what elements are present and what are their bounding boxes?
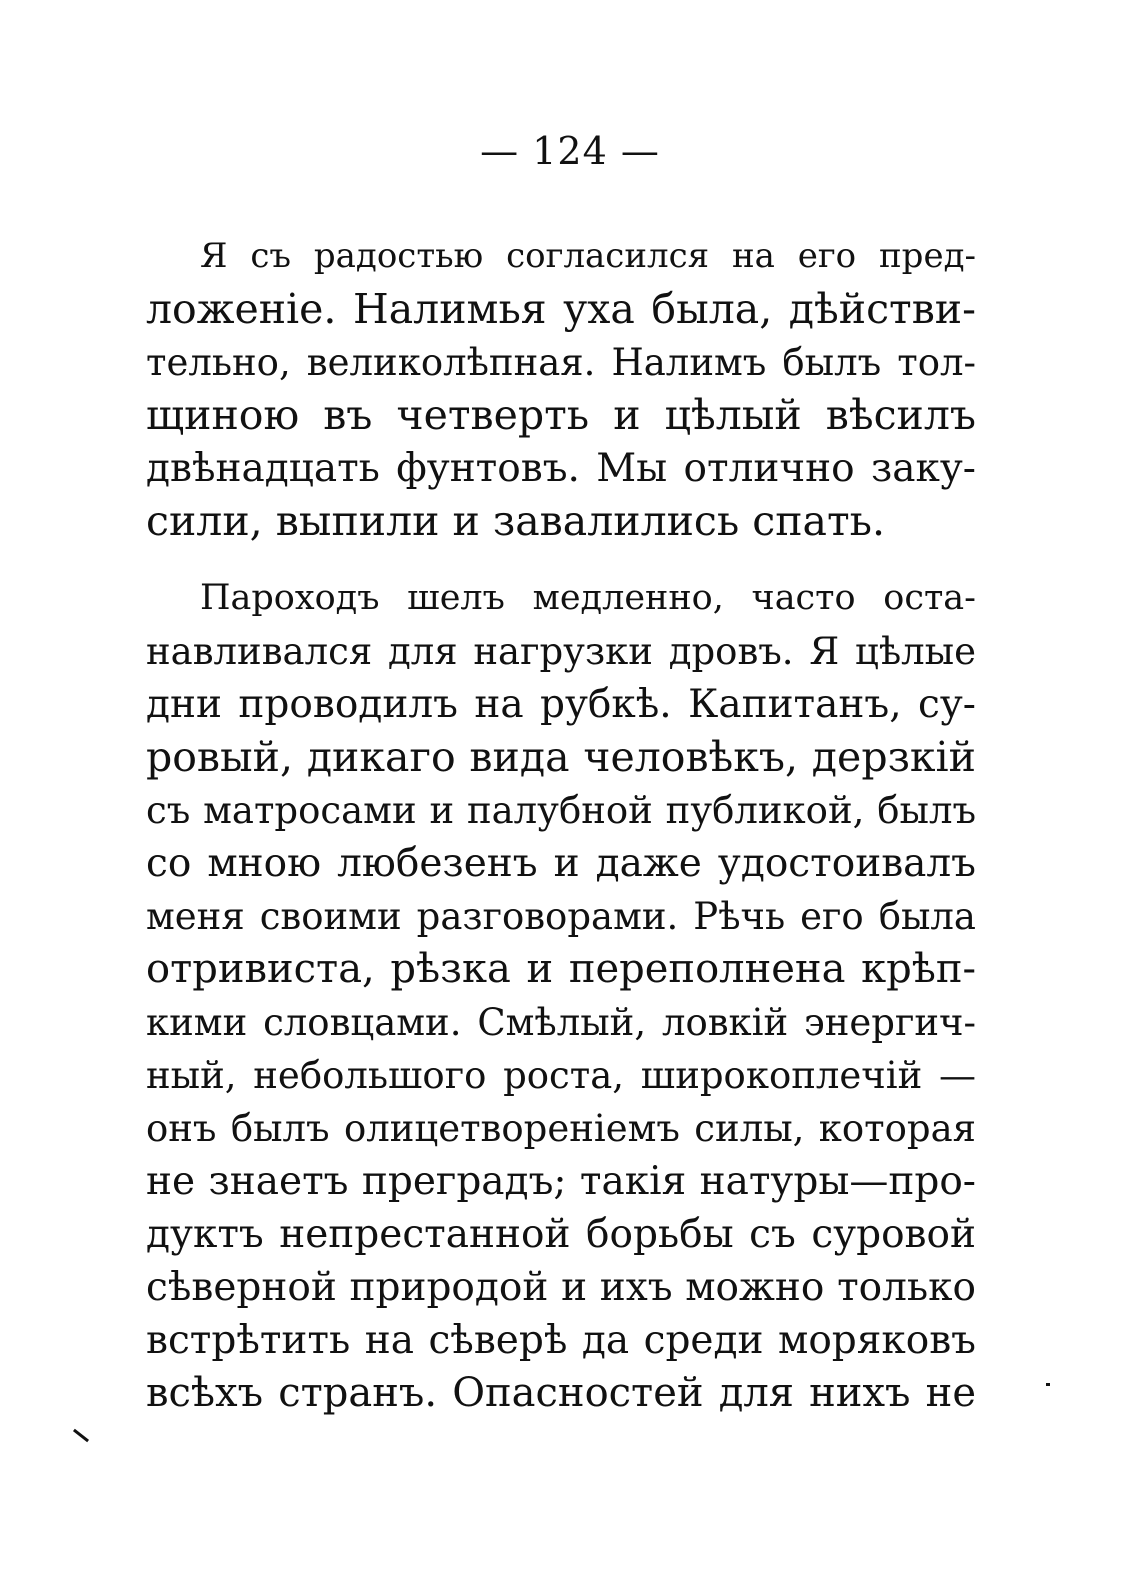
text-line: встрѣтить на сѣверѣ да среди моряковъ	[146, 1318, 976, 1363]
text-line: ный, небольшого роста, широкоплечій —	[146, 1054, 976, 1097]
text-line: ложеніе. Налимья уха была, дѣйстви-	[146, 285, 976, 333]
text-line: ровый, дикаго вида человѣкъ, дерзкій	[146, 733, 976, 781]
text-line: тельно, великолѣпная. Налимъ былъ тол-	[146, 341, 976, 384]
text-line: не знаетъ преградъ; такія натуры—про-	[146, 1159, 976, 1204]
text-line: отривиста, рѣзка и переполнена крѣп-	[146, 946, 976, 992]
text-line: Я съ радостью согласился на его пред-	[200, 236, 976, 276]
body-text	[146, 230, 976, 1420]
paragraph-2	[146, 572, 976, 1420]
text-line: двѣнадцать фунтовъ. Мы отлично заку-	[146, 446, 976, 491]
text-line: щиною въ четверть и цѣлый вѣсилъ	[146, 391, 976, 439]
text-line: кими словцами. Смѣлый, ловкій энергич-	[146, 1001, 976, 1044]
text-line: онъ былъ олицетвореніемъ силы, которая	[146, 1107, 976, 1150]
paragraph-gap	[146, 548, 976, 572]
scan-speck	[73, 1429, 89, 1442]
text-line: со мною любезенъ и даже удостоивалъ	[146, 841, 976, 886]
text-line: Пароходъ шелъ медленно, часто оста-	[200, 578, 976, 618]
paragraph-1	[146, 230, 976, 548]
text-line: сѣверной природой и ихъ можно только	[146, 1265, 976, 1310]
text-line: сили, выпили и завалились спать.	[146, 497, 886, 545]
text-line: съ матросами и палубной публикой, былъ	[146, 789, 976, 832]
scan-speck	[1046, 1383, 1050, 1386]
text-line: дни проводилъ на рубкѣ. Капитанъ, су-	[146, 682, 976, 727]
text-line: навливался для нагрузки дровъ. Я цѣлые	[146, 630, 976, 673]
page-number: — 124 —	[480, 129, 660, 173]
text-line: дуктъ непрестанной борьбы съ суровой	[146, 1212, 976, 1257]
text-line: меня своими разговорами. Рѣчь его была	[146, 895, 976, 938]
text-line: всѣхъ странъ. Опасностей для нихъ не	[146, 1370, 976, 1416]
